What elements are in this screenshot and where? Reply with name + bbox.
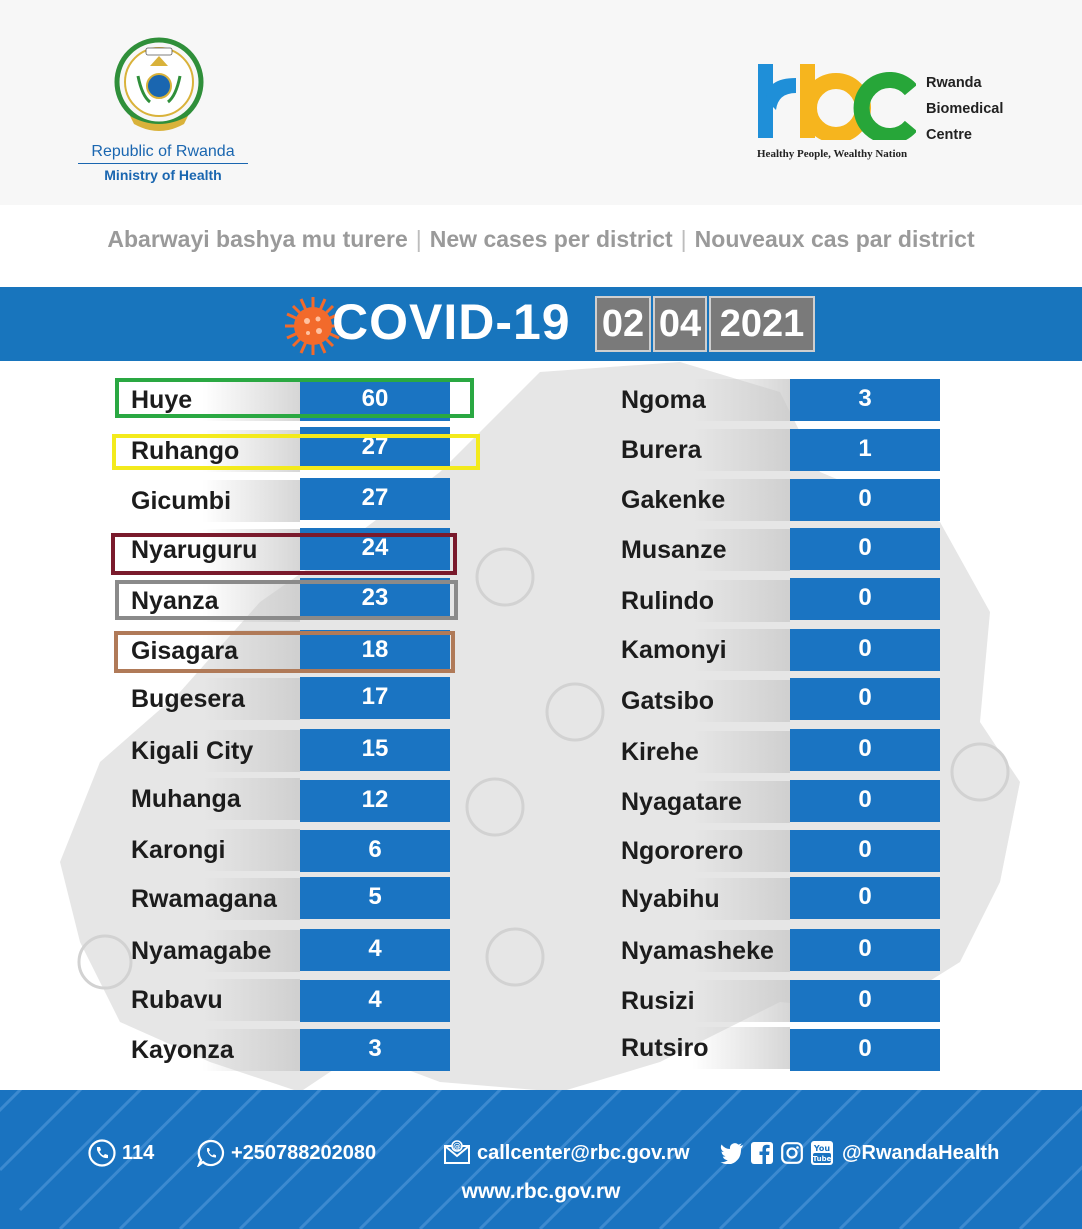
district-name: Nyagatare [613,781,790,823]
district-name: Bugesera [123,678,300,720]
whatsapp-contact[interactable] [197,1137,376,1169]
district-cases: 0 [790,980,940,1022]
district-name: Kayonza [123,1029,300,1071]
phone-short-number: 114 [122,1141,155,1164]
youtube-icon[interactable] [810,1141,834,1165]
email-icon [443,1139,471,1167]
phone-contact[interactable] [88,1137,154,1169]
district-cases: 0 [790,479,940,521]
district-cases: 24 [300,528,450,570]
district-cases: 0 [790,729,940,771]
social-contact[interactable] [720,1137,999,1169]
email-address: callcenter@rbc.gov.rw [477,1141,690,1164]
district-name: Nyabihu [613,878,790,920]
district-name: Rusizi [613,980,790,1022]
phone-icon [88,1139,116,1167]
district-cases: 0 [790,830,940,872]
date-day: 02 [595,296,651,352]
highlight-box-yellow [112,434,480,470]
district-name: Gicumbi [123,480,300,522]
subtitle-separator: | [415,226,422,252]
district-name: Muhanga [123,778,300,820]
instagram-icon[interactable] [780,1141,804,1165]
ministry-health-label: Ministry of Health [104,167,222,183]
district-name: Gisagara [123,630,300,672]
district-cases: 12 [300,780,450,822]
district-cases: 0 [790,1029,940,1071]
district-name: Gatsibo [613,680,790,722]
date-year: 2021 [709,296,815,352]
district-cases: 0 [790,528,940,570]
district-cases: 4 [300,980,450,1022]
district-name: Nyaruguru [123,529,300,571]
district-cases: 17 [300,677,450,719]
rbc-name-line-2: Biomedical [926,101,1004,117]
whatsapp-icon [197,1139,225,1167]
district-cases: 5 [300,877,450,919]
district-name: Nyanza [123,580,300,622]
covid-title: COVID-19 [332,294,571,350]
subtitle-french: Nouveaux cas par district [694,226,975,252]
district-name: Rulindo [613,580,790,622]
district-name: Rutsiro [613,1027,790,1069]
highlight-box-maroon [111,533,457,575]
website-link[interactable]: www.rbc.gov.rw [461,1180,621,1203]
svg-text:@: @ [453,1142,461,1151]
rbc-name-line-3: Centre [926,127,972,143]
subtitle-english: New cases per district [429,226,673,252]
svg-text:You: You [813,1144,831,1153]
district-name: Ngororero [613,830,790,872]
highlight-box-grey [115,580,458,620]
district-cases: 3 [300,1029,450,1071]
ministry-republic-label: Republic of Rwanda [78,143,248,164]
district-cases: 0 [790,578,940,620]
district-name: Nyamasheke [613,930,790,972]
district-cases: 1 [790,429,940,471]
district-name: Kirehe [613,731,790,773]
district-cases: 15 [300,729,450,771]
rwanda-coat-of-arms-icon [110,36,208,140]
district-cases: 27 [300,478,450,520]
district-cases: 4 [300,929,450,971]
district-cases: 0 [790,877,940,919]
facebook-icon[interactable] [750,1141,774,1165]
svg-text:Tube: Tube [812,1155,832,1163]
district-name: Huye [123,379,300,421]
ministry-name [78,143,248,183]
highlight-box-brown [114,631,455,673]
district-name: Rubavu [123,979,300,1021]
district-name: Kamonyi [613,629,790,671]
district-name: Karongi [123,829,300,871]
rbc-name-line-1: Rwanda [926,75,982,91]
district-cases: 0 [790,780,940,822]
district-name: Ngoma [613,379,790,421]
subtitle-kinyarwanda: Abarwayi bashya mu turere [107,226,408,252]
date-month: 04 [653,296,707,352]
district-cases: 0 [790,629,940,671]
district-cases: 3 [790,379,940,421]
page-subtitle [0,226,1082,253]
district-cases: 60 [300,379,450,421]
rbc-tagline: Healthy People, Wealthy Nation [757,148,908,160]
social-handle: @RwandaHealth [842,1141,1000,1164]
twitter-icon[interactable] [720,1141,744,1165]
rbc-full-name [926,70,1003,148]
district-name: Rwamagana [123,878,300,920]
district-cases: 0 [790,929,940,971]
district-name: Gakenke [613,479,790,521]
subtitle-separator: | [680,226,687,252]
district-cases: 23 [300,578,450,620]
district-name: Kigali City [123,730,300,772]
highlight-box-green [115,378,474,418]
district-name: Musanze [613,529,790,571]
whatsapp-number: +250788202080 [231,1141,377,1164]
district-name: Ruhango [123,430,300,472]
district-cases: 27 [300,427,450,469]
district-cases: 0 [790,678,940,720]
district-name: Burera [613,429,790,471]
rbc-logo-icon [756,60,916,140]
district-cases: 18 [300,630,450,672]
district-cases: 6 [300,830,450,872]
email-contact[interactable] [443,1137,690,1169]
district-name: Nyamagabe [123,930,300,972]
